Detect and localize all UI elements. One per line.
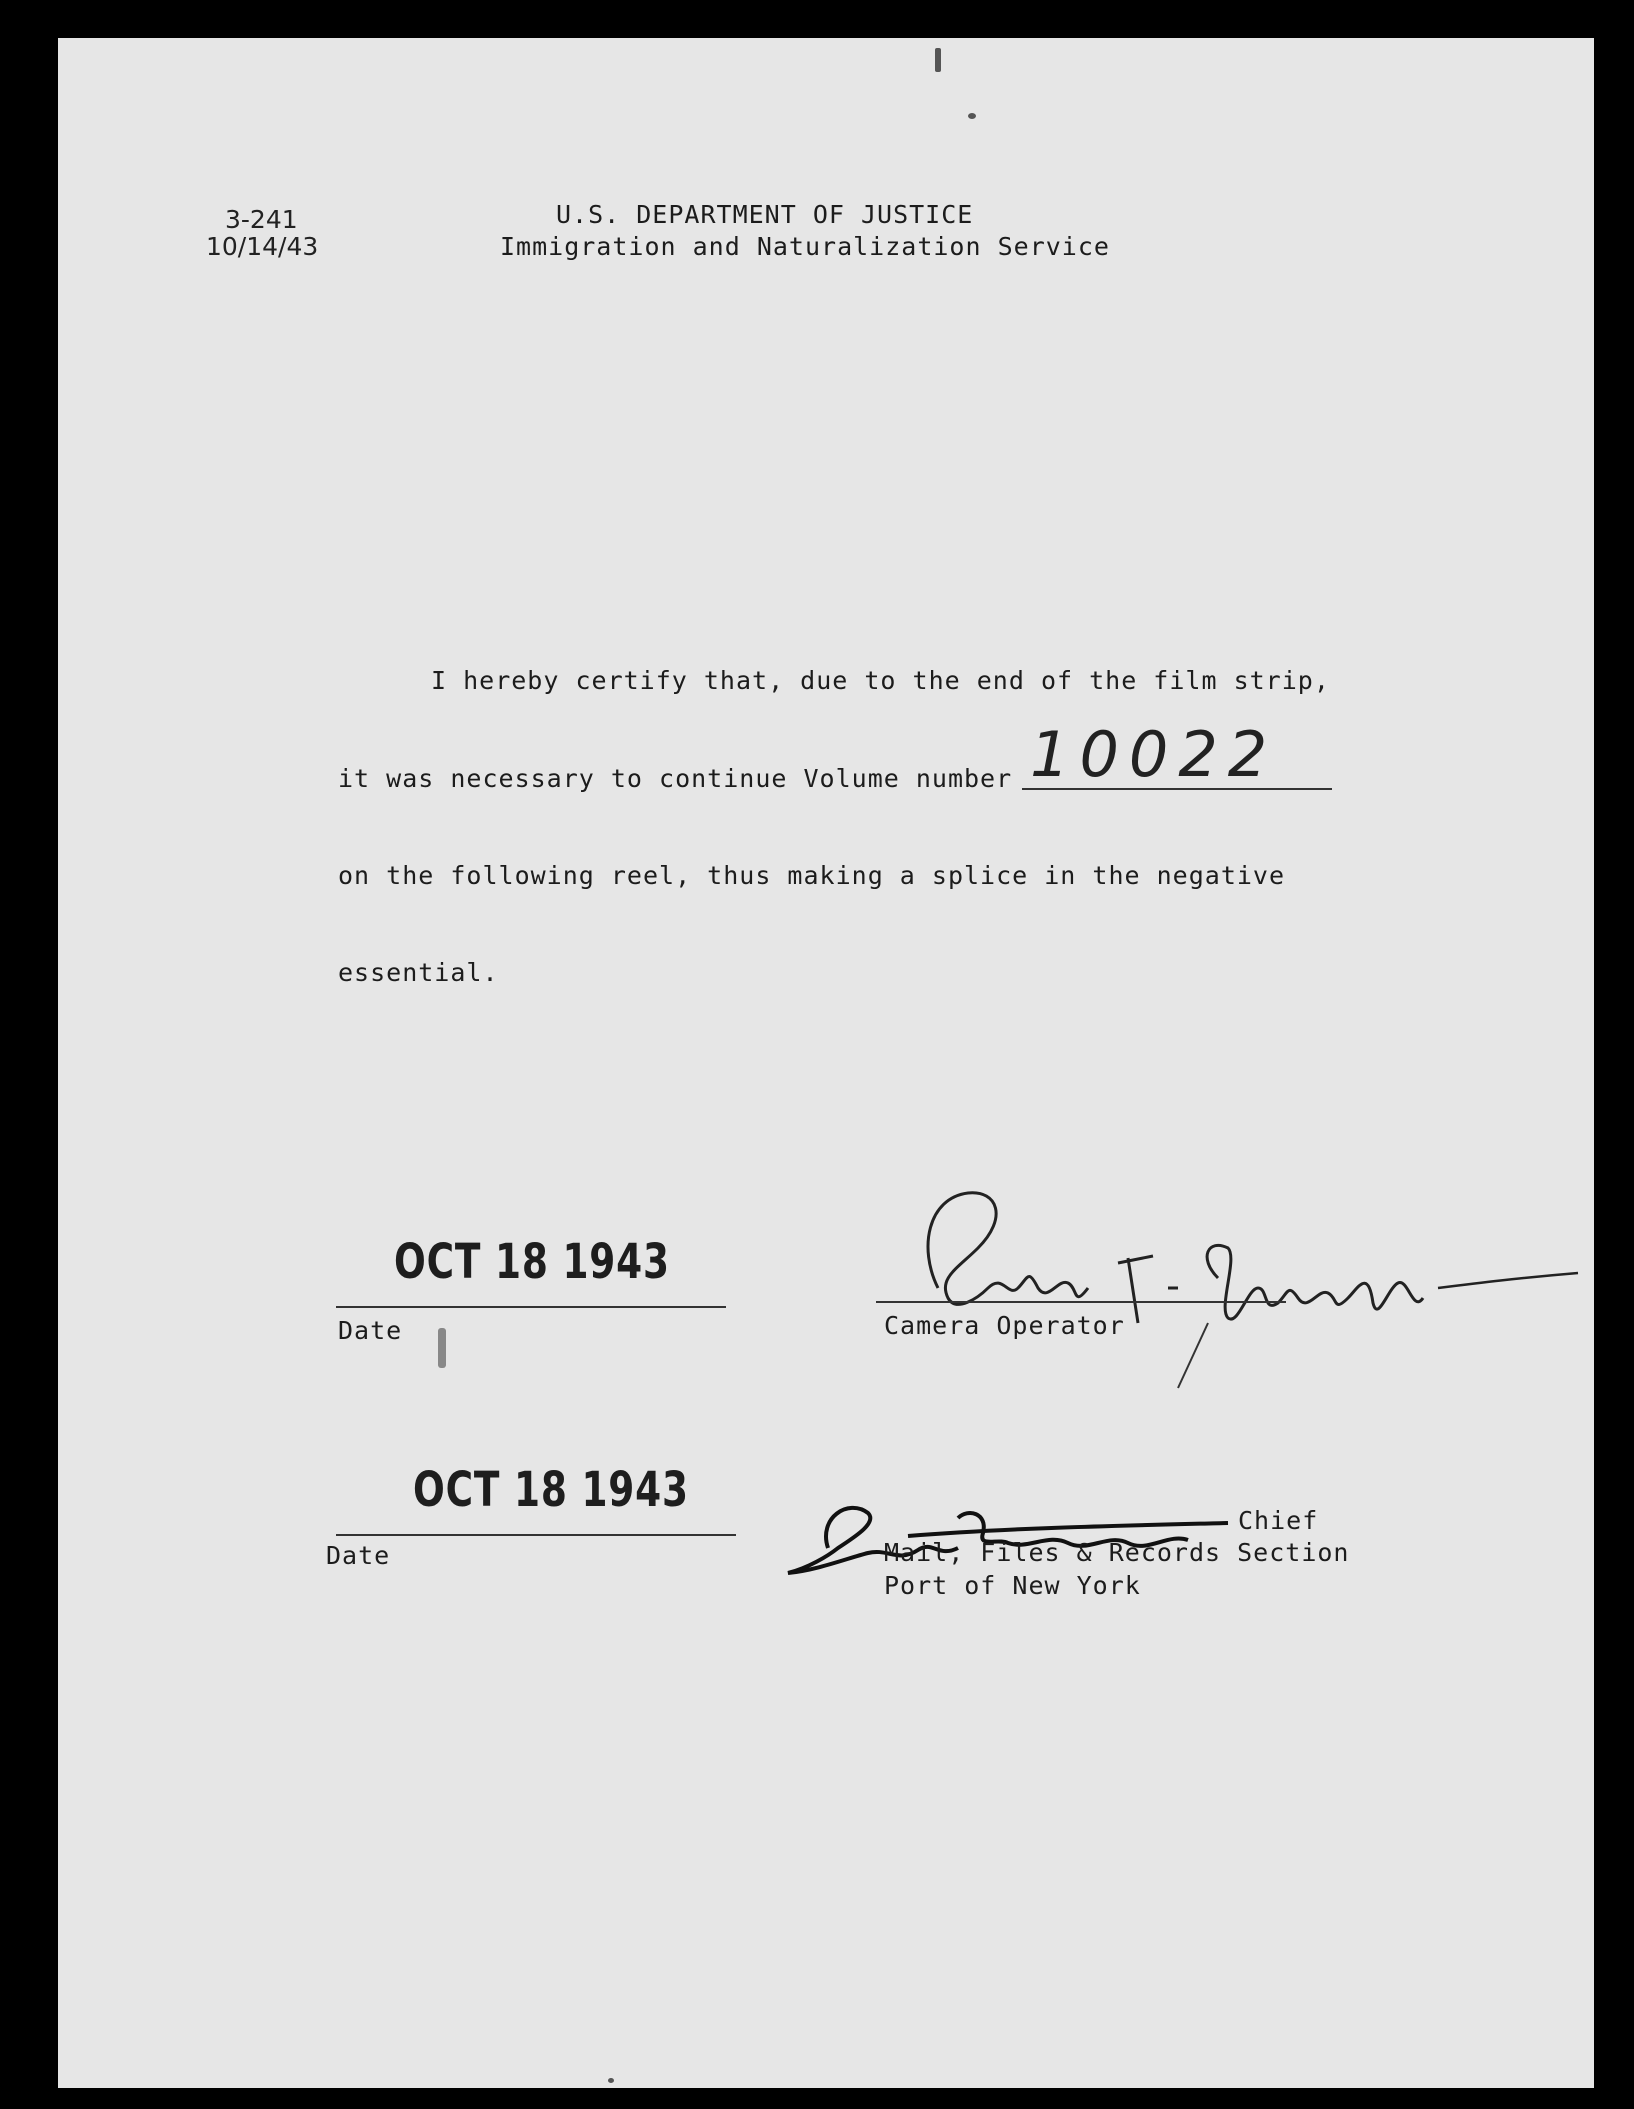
chief-title: Chief <box>1238 1506 1319 1535</box>
date-stamp-2: OCT 18 1943 <box>413 1462 689 1518</box>
date-label-1: Date <box>338 1316 403 1345</box>
date-line-1 <box>336 1306 726 1308</box>
service-heading: Immigration and Naturalization Service <box>500 232 1110 261</box>
port-title: Port of New York <box>884 1571 1141 1600</box>
camera-operator-line <box>876 1301 1286 1303</box>
agency-heading: U.S. DEPARTMENT OF JUSTICE <box>556 200 974 229</box>
certification-line-1: I hereby certify that, due to the end of the film strip, <box>431 666 1330 695</box>
scan-mark <box>968 113 976 119</box>
date-line-2 <box>336 1534 736 1536</box>
camera-operator-label: Camera Operator <box>884 1311 1125 1340</box>
certification-line-2: it was necessary to continue Volume number <box>338 764 1013 793</box>
volume-number: 10022 <box>1030 718 1278 791</box>
certification-line-4: essential. <box>338 958 499 987</box>
section-title: Mail, Files & Records Section <box>884 1538 1350 1567</box>
date-stamp-1: OCT 18 1943 <box>394 1234 670 1290</box>
scan-mark <box>935 48 941 72</box>
date-label-2: Date <box>326 1541 391 1570</box>
form-number: 3-241 <box>225 205 298 234</box>
camera-operator-signature <box>878 1138 1598 1398</box>
scan-mark <box>608 2078 614 2083</box>
form-date: 10/14/43 <box>206 232 319 261</box>
document-page <box>58 38 1594 2088</box>
certification-line-3: on the following reel, thus making a splice in the negative <box>338 861 1286 890</box>
scan-mark <box>438 1328 446 1368</box>
